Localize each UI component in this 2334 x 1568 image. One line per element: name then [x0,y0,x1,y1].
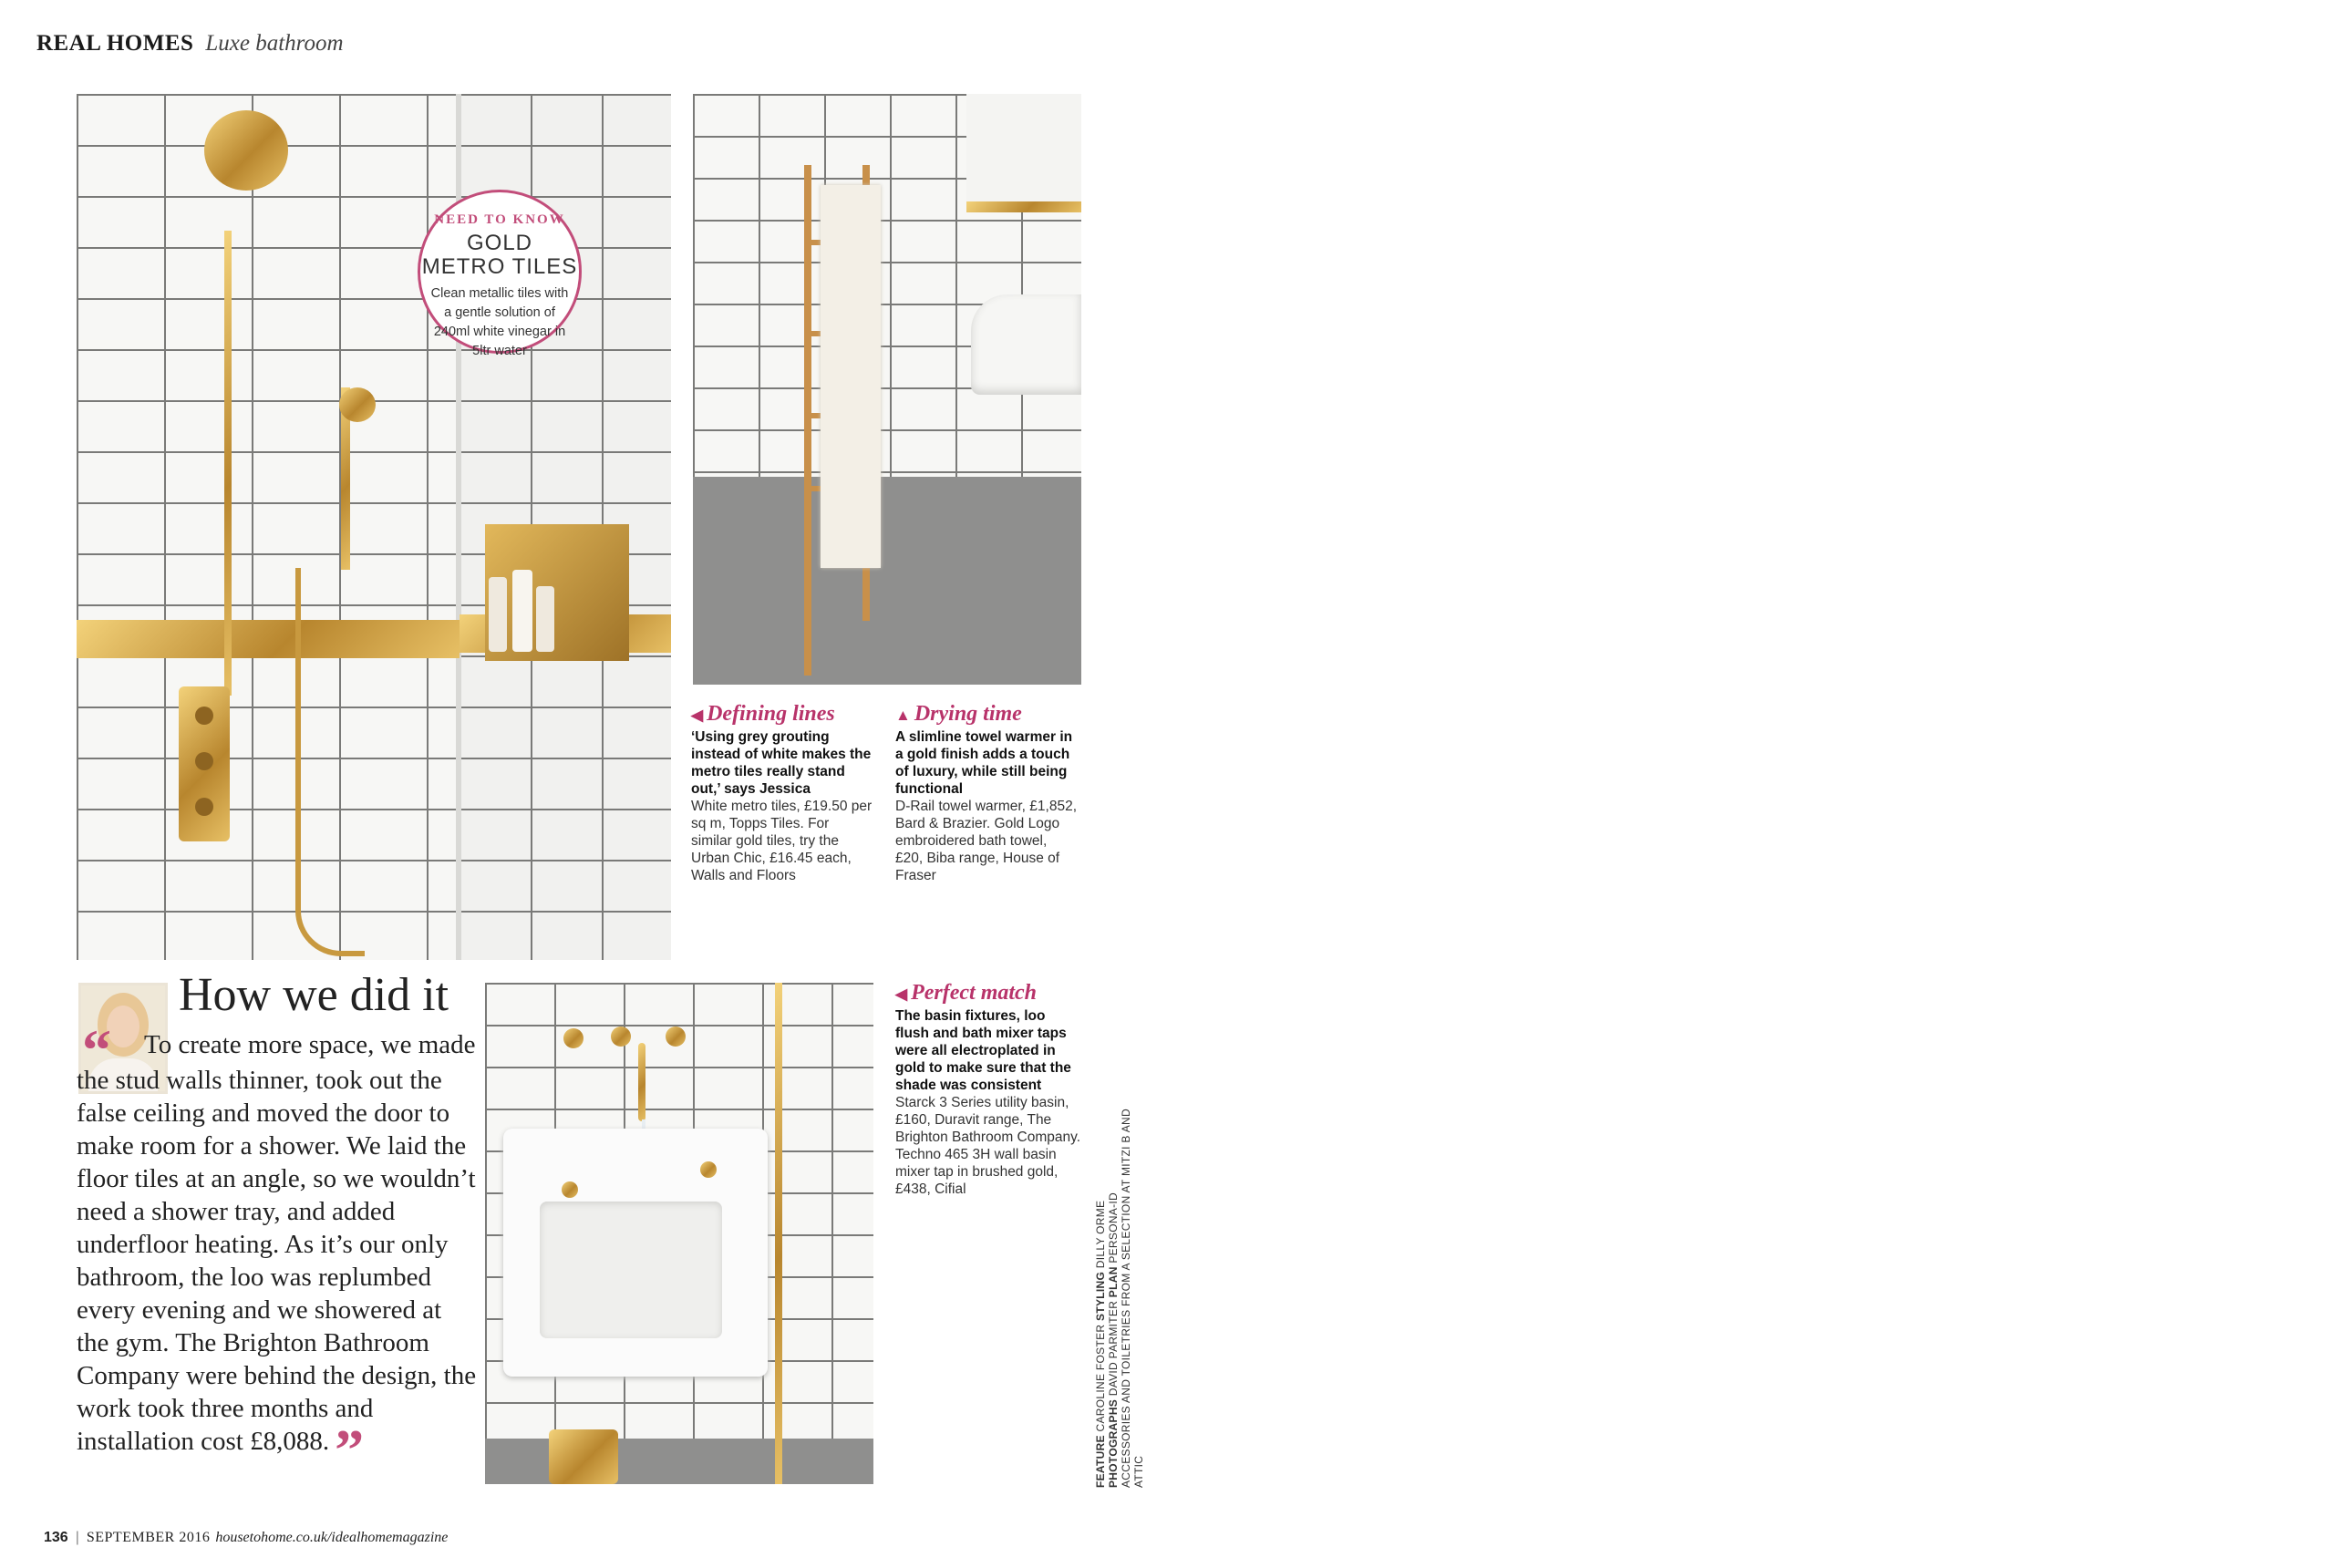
caption-bold: A slimline towel warmer in a gold finish adds a touch of luxury, while still being functional [895,729,1073,797]
caption-bold: The basin fixtures, loo flush and bath mixer taps were all electroplated in gold to make sure that the shade was consistent [895,1008,1071,1093]
magazine-url: housetohome.co.uk/idealhomemagazine [215,1530,449,1545]
badge-title-line1: GOLD [466,231,532,255]
page-number: 136 [44,1530,68,1545]
section-subtitle: Luxe bathroom [205,31,344,56]
section-title: REAL HOMES [36,31,194,56]
caption-defining-lines [691,702,873,884]
caption-drying-time [895,702,1078,884]
need-to-know-badge [418,190,582,358]
caption-regular: D-Rail towel warmer, £1,852, Bard & Brazier. Gold Logo embroidered bath towel, £20, Biba range, House of Fraser [895,799,1077,883]
caption-regular: White metro tiles, £19.50 per sq m, Topps Tiles. For similar gold tiles, try the Urban Chic, £16.45 each, Walls and Floors [691,799,873,883]
towel-warmer-photo [693,94,1081,685]
page-header [36,30,344,57]
arrow-left-icon: ◀ [691,707,704,724]
open-quote-icon: “ [82,1017,111,1082]
page-footer: 136 | SEPTEMBER 2016 housetohome.co.uk/idealhomemagazine [44,1530,449,1545]
body-text: To create more space, we made the stud walls thinner, took out the false ceiling and moved the door to make room for a shower. We laid the floor tiles at an angle, so we wouldn’t need a shower tray, and added underfloor heating. As it’s our only bathroom, the loo was replumbed every evening and we showered at the gym. The Brighton Bathroom Company were behind the design, the work took three months and installation cost £8,088. [77,1030,477,1456]
shower-photo [77,94,671,960]
caption-heading: Defining lines [707,702,835,726]
how-we-did-it-body [77,1017,478,1482]
badge-kicker: NEED TO KNOW [434,212,565,227]
caption-regular: Starck 3 Series utility basin, £160, Duravit range, The Brighton Bathroom Company. Techno 465 3H wall basin mixer tap in brushed gold, £438, Cifial [895,1095,1081,1197]
how-we-did-it-heading: How we did it [179,969,449,1021]
badge-body: Clean metallic tiles with a gentle solution of 240ml white vinegar in 5ltr water [430,286,569,358]
caption-bold: ‘Using grey grouting instead of white makes the metro tiles really stand out,’ says Jessica [691,729,872,797]
photo-credits: FEATURE CAROLINE FOSTER STYLING DILLY ORME PHOTOGRAPHS DAVID PARMITER PLAN PERSONA-ID ACCESSORIES AND TOILETRIES FROM A SELECTION AT MITZI B AND ATTIC [1094,1109,1145,1488]
caption-heading: Drying time [914,702,1022,726]
basin-photo [485,983,873,1484]
arrow-left-icon: ◀ [895,985,908,1003]
close-quote-icon: ” [335,1418,365,1482]
badge-title-line2: METRO TILES [421,254,578,279]
caption-heading: Perfect match [911,981,1038,1005]
caption-perfect-match [895,981,1081,1198]
issue-date: SEPTEMBER 2016 [86,1530,211,1545]
arrow-up-icon: ▲ [895,707,911,724]
